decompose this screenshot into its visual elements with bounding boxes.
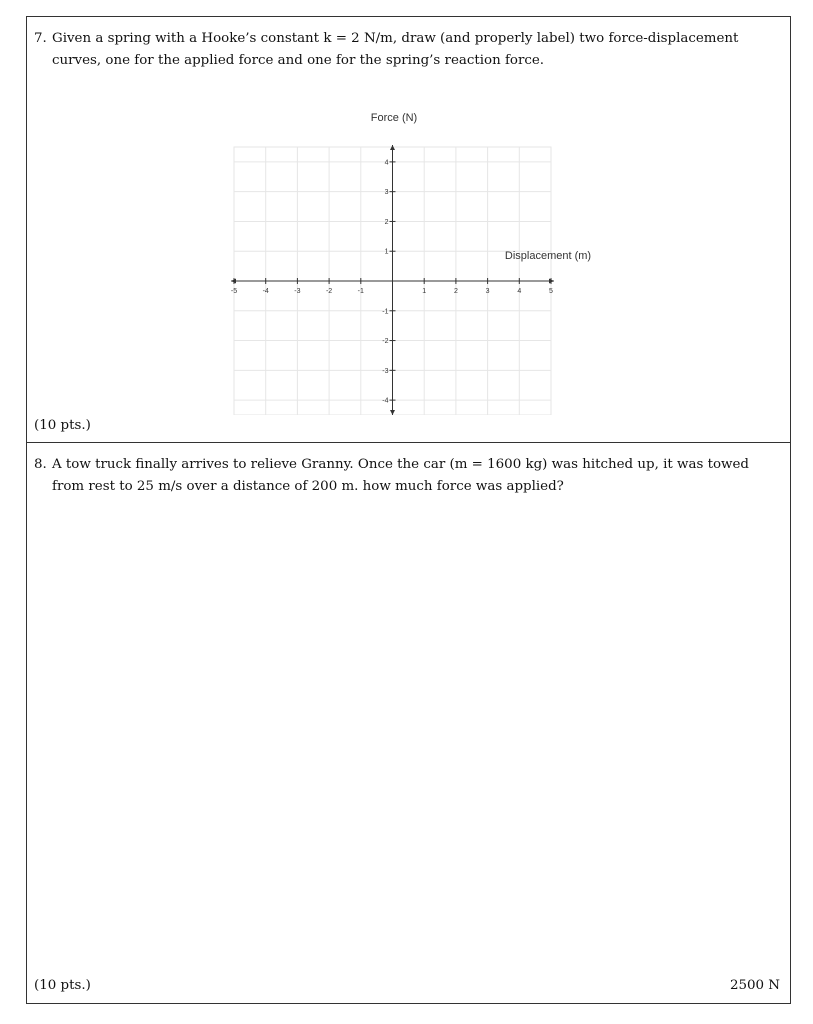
x-tick-label: -5: [230, 288, 238, 295]
y-tick-label: 1: [384, 248, 389, 256]
question-8-text: [34, 454, 770, 498]
question-8-box: [26, 442, 791, 1004]
y-tick-label: -2: [382, 338, 389, 346]
question-8-points: (10 pts.): [34, 978, 91, 993]
x-tick-label: -3: [294, 288, 301, 295]
x-tick-label: 3: [485, 288, 490, 295]
x-tick-label: -2: [325, 288, 333, 295]
question-8-number: 8.: [34, 457, 47, 472]
x-tick-label: -4: [262, 288, 269, 295]
y-tick-label: -1: [382, 308, 389, 316]
x-tick-label: 1: [422, 288, 427, 295]
y-tick-label: -3: [382, 367, 389, 375]
y-tick-label: 3: [384, 189, 389, 197]
question-8-line2: from rest to 25 m/s over a distance of 200 m. how much force was applied?: [52, 479, 564, 494]
x-tick-label: 2: [453, 288, 458, 295]
force-displacement-chart: [217, 105, 617, 415]
y-axis-arrow-down: [390, 410, 395, 415]
question-7-line1: Given a spring with a Hooke’s constant k = 2 N/m, draw (and properly label) two force-displacement: [52, 31, 739, 46]
y-tick-label: -4: [382, 397, 389, 405]
x-axis-label: Displacement (m): [504, 250, 592, 262]
y-tick-label: 4: [384, 159, 389, 167]
question-7-box: [26, 16, 791, 443]
x-tick-label: 4: [517, 288, 522, 295]
question-7-number: 7.: [34, 31, 47, 46]
y-axis-label: Force (N): [370, 112, 418, 124]
question-7-line2: curves, one for the applied force and one for the spring’s reaction force.: [52, 53, 545, 68]
question-7-text: [34, 28, 770, 72]
x-tick-label: 5: [549, 288, 553, 295]
chart-axes: [231, 145, 554, 415]
x-tick-label: -1: [357, 288, 364, 295]
question-8-line1: A tow truck finally arrives to relieve Granny. Once the car (m = 1600 kg) was hitched up, it was towed: [52, 457, 749, 472]
question-7-points: (10 pts.): [34, 418, 91, 433]
question-8-answer: 2500 N: [729, 978, 780, 993]
y-tick-label: 2: [384, 218, 389, 226]
chart-ticks: [231, 159, 553, 404]
